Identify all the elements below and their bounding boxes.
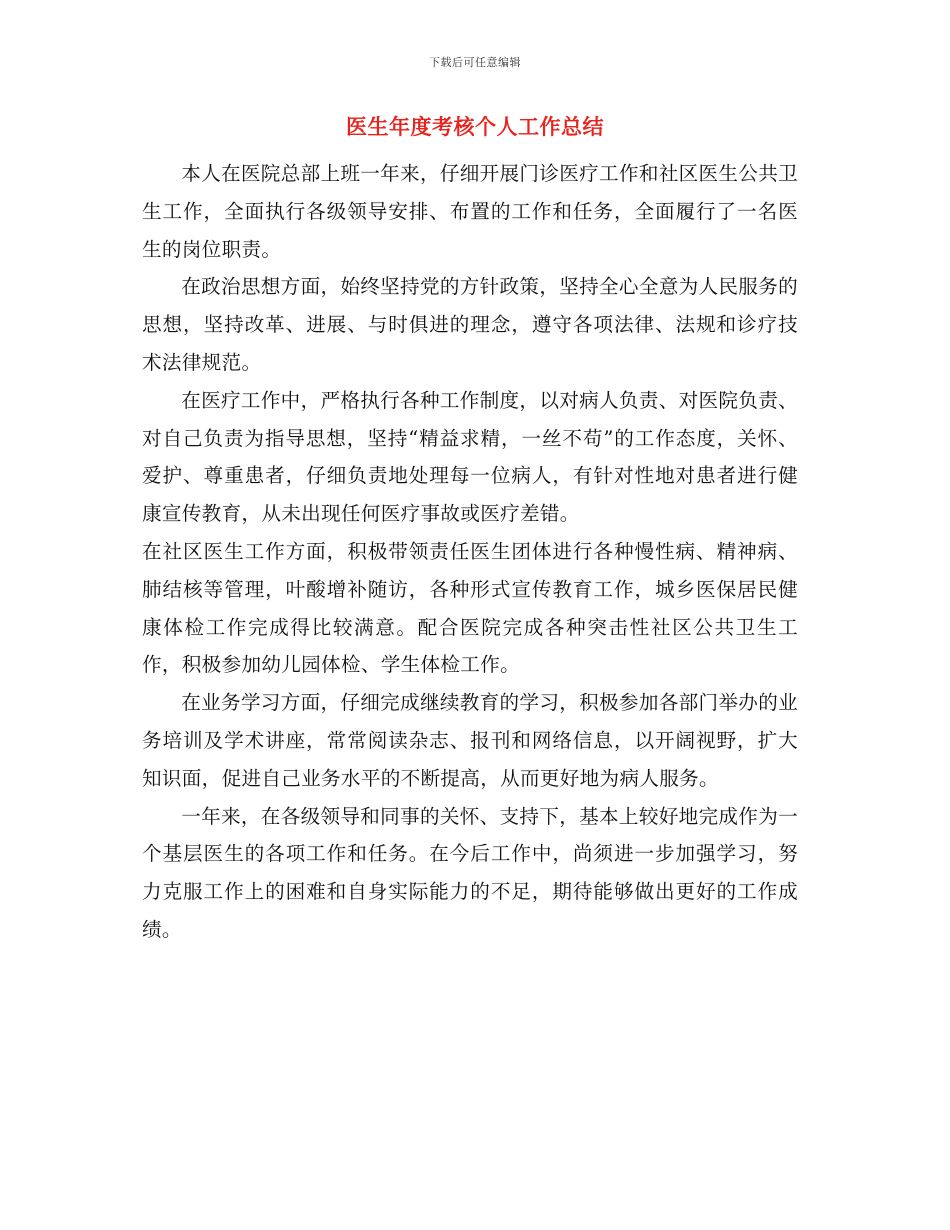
paragraph-community-work: 在社区医生工作方面，积极带领责任医生团体进行各种慢性病、精神病、肺结核等管理，叶酸增补随访，各种形式宣传教育工作，城乡医保居民健康体检工作完成得比较满意。配合医院完成各种突击性社区公共卫生工作，积极参加幼儿园体检、学生体检工作。 bbox=[142, 539, 798, 677]
paragraph-conclusion: 一年来，在各级领导和同事的关怀、支持下，基本上较好地完成作为一个基层医生的各项工作和任务。在今后工作中，尚须进一步加强学习，努力克服工作上的困难和自身实际能力的不足，期待能够做出更好的工作成绩。 bbox=[142, 804, 798, 941]
paragraph-medical-work: 在医疗工作中，严格执行各种工作制度，以对病人负责、对医院负责、对自己负责为指导思想，坚持“精益求精，一丝不苟”的工作态度，关怀、爱护、尊重患者，仔细负责地处理每一位病人，有针对性地对患者进行健康宣传教育，从未出现任何医疗事故或医疗差错。 bbox=[142, 388, 798, 526]
document-body bbox=[142, 155, 798, 949]
header-note: 下载后可任意编辑 bbox=[429, 56, 521, 69]
paragraph-intro: 本人在医院总部上班一年来，仔细开展门诊医疗工作和社区医生公共卫生工作，全面执行各级领导安排、布置的工作和任务，全面履行了一名医生的岗位职责。 bbox=[142, 162, 798, 261]
document-title: 医生年度考核个人工作总结 bbox=[346, 114, 604, 139]
paragraph-study: 在业务学习方面，仔细完成继续教育的学习，积极参加各部门举办的业务培训及学术讲座，常常阅读杂志、报刊和网络信息，以开阔视野，扩大知识面，促进自己业务水平的不断提高，从而更好地为病人服务。 bbox=[142, 691, 798, 790]
paragraph-political: 在政治思想方面，始终坚持党的方针政策，坚持全心全意为人民服务的思想，坚持改革、进展、与时俱进的理念，遵守各项法律、法规和诊疗技术法律规范。 bbox=[142, 275, 798, 374]
